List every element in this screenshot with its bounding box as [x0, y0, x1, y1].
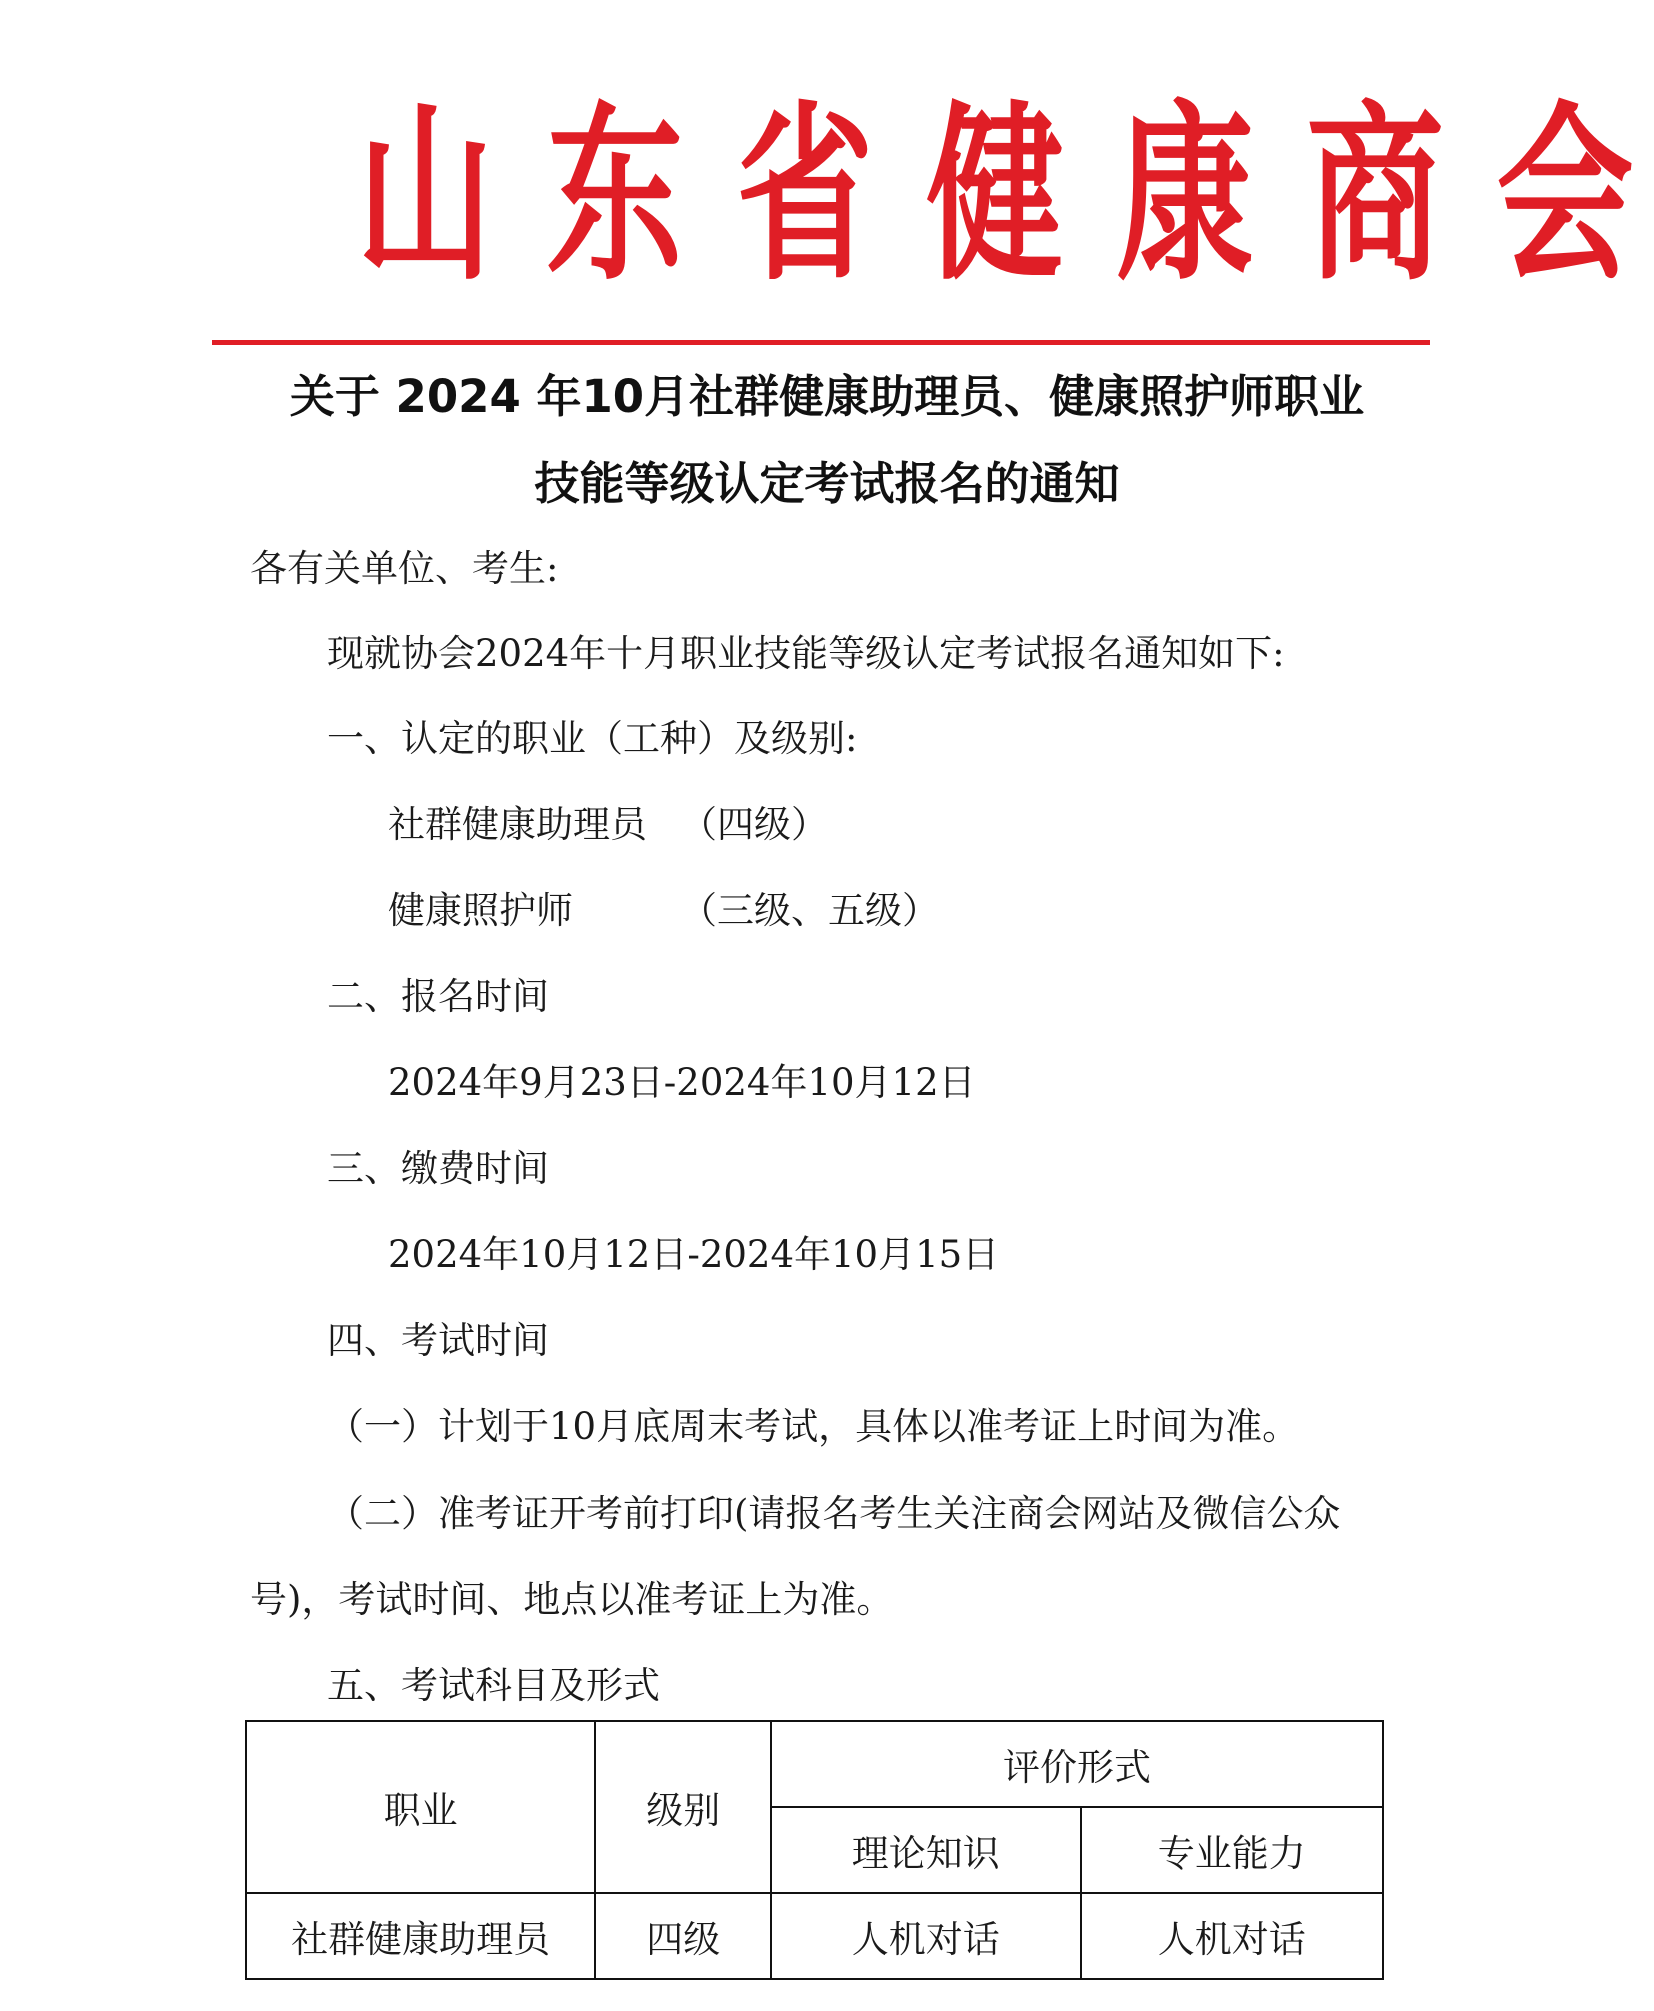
section-1-heading: 一、认定的职业（工种）及级别: [327, 717, 858, 760]
occupation-level: （四级） [680, 803, 828, 846]
cell-skill: 人机对话 [1081, 1893, 1383, 1979]
header-occupation: 职业 [246, 1721, 595, 1893]
table-header-row [246, 1721, 1383, 1807]
section-5-heading: 五、考试科目及形式 [327, 1664, 660, 1707]
letterhead-divider [212, 340, 1430, 345]
letterhead-char: 健 [926, 83, 1064, 306]
cell-level: 四级 [595, 1893, 771, 1979]
cell-occupation: 社群健康助理员 [246, 1893, 595, 1979]
letterhead-char: 山 [356, 83, 494, 306]
registration-period: 2024年9月23日-2024年10月12日 [388, 1061, 976, 1104]
payment-period: 2024年10月12日-2024年10月15日 [388, 1233, 1000, 1276]
section-2-heading: 二、报名时间 [327, 975, 549, 1018]
document-title-line-1: 关于 2024 年10月社群健康助理员、健康照护师职业 [289, 370, 1365, 423]
cell-theory: 人机对话 [771, 1893, 1080, 1979]
letterhead-org-name [330, 83, 1634, 306]
table-row [246, 1893, 1383, 1979]
header-evaluation-form: 评价形式 [771, 1721, 1383, 1807]
salutation: 各有关单位、考生: [250, 547, 559, 590]
occupation-name: 健康照护师 [388, 889, 573, 932]
header-level: 级别 [595, 1721, 771, 1893]
occupation-level: （三级、五级） [680, 889, 939, 932]
exam-subjects-table [245, 1720, 1384, 1980]
letterhead-char: 商 [1306, 83, 1444, 306]
letterhead-char: 省 [736, 83, 874, 306]
letterhead-char: 会 [1496, 83, 1634, 306]
section-4-heading: 四、考试时间 [327, 1319, 549, 1362]
occupation-name: 社群健康助理员 [388, 803, 647, 846]
exam-time-item-1: （一）计划于10月底周末考试，具体以准考证上时间为准。 [327, 1405, 1300, 1448]
letterhead-char: 康 [1116, 83, 1254, 306]
exam-time-item-2: （二）准考证开考前打印(请报名考生关注商会网站及微信公众 [327, 1492, 1341, 1535]
header-theory: 理论知识 [771, 1807, 1080, 1893]
letterhead-char: 东 [546, 83, 684, 306]
document-title-line-2: 技能等级认定考试报名的通知 [534, 457, 1120, 510]
section-3-heading: 三、缴费时间 [327, 1147, 549, 1190]
exam-time-item-2-cont: 号)，考试时间、地点以准考证上为准。 [250, 1578, 894, 1621]
header-skill: 专业能力 [1081, 1807, 1383, 1893]
intro-paragraph: 现就协会2024年十月职业技能等级认定考试报名通知如下: [327, 632, 1285, 675]
